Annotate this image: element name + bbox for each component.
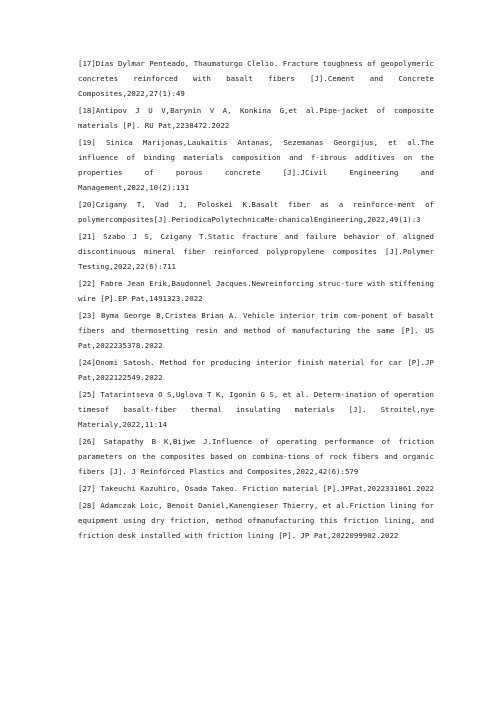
reference-25: [25] Tatarintseva O S,Uglova T K, Igonin G S, et al. Determ-ination of operation timesof basalt-fiber thermal insulating materials [J]. Stroitel,nye Materialy,2022,11:14 bbox=[78, 390, 434, 429]
reference-list bbox=[78, 56, 434, 545]
reference-17: [17]Dias Dylmar Penteado, Thaumaturgo Clelio. Fracture toughness of geopolymeric concretes reinforced with basalt fibers [J].Cement and Concrete Composites,2022,27(1):49 bbox=[78, 59, 434, 98]
reference-24: [24]Onomi Satosh. Method for producing interior finish material for car [P].JP Pat,2022122549.2022 bbox=[78, 358, 434, 382]
reference-20: [20]Czigany T, Vad J, Poloskei K.Basalt fiber as a reinforce-ment of polymercomposites[J].PeriodicaPolytechnicaMe-chanicalEngineering,2022,49(1):3 bbox=[78, 200, 434, 224]
reference-21: [21] Szabo J S, Czigany T.Static fracture and failure behavior of aligned discontinuous mineral fiber reinforced polypropylene composites [J].Polymer Testing,2022,22(6):711 bbox=[78, 232, 434, 271]
reference-22: [22] Fabre Jean Erik,Baudonnel Jacques.Newreinforcing struc-ture with stiffening wire [P].EP Pat,1491323.2022 bbox=[78, 279, 434, 303]
reference-19: [19] Sinica Marijonas,Laukaitis Antanas, Sezemanas Georgijus, et al.The influence of binding materials composition and f-ibrous additives on the properties of porous concrete [J].JCivil Engineering and Management,2022,10(2):131 bbox=[78, 138, 434, 192]
reference-28: [28] Adamczak Loic, Benoit Daniel,Kanengieser Thierry, et al.Friction lining for equipment using dry friction, method ofmanufacturing this friction lining, and friction desk installed with friction lining [P]. JP Pat,2022099902.2022 bbox=[78, 501, 434, 540]
reference-27: [27] Takeuchi Kazuhiro, Osada Takeo. Friction material [P].JPPat,2022331861.2022 bbox=[78, 484, 434, 493]
reference-23: [23] Byma George B,Cristea Brian A. Vehicle interior trim com-ponent of basalt fibers and thermosetting resin and method of manufacturing the same [P]. US Pat,2022235378.2022 bbox=[78, 311, 434, 350]
reference-26: [26] Satapathy B K,Bijwe J.Influence of operating performance of friction parameters on the composites based on combina-tions of rock fibers and organic fibers [J]. J Reinforced Plastics and Composites,2022,42(6):579 bbox=[78, 437, 434, 476]
reference-18: [18]Antipov J U V,Barynin V A, Konkina G,et al.Pipe-jacket of composite materials [P]. RU Pat,2238472.2022 bbox=[78, 106, 434, 130]
